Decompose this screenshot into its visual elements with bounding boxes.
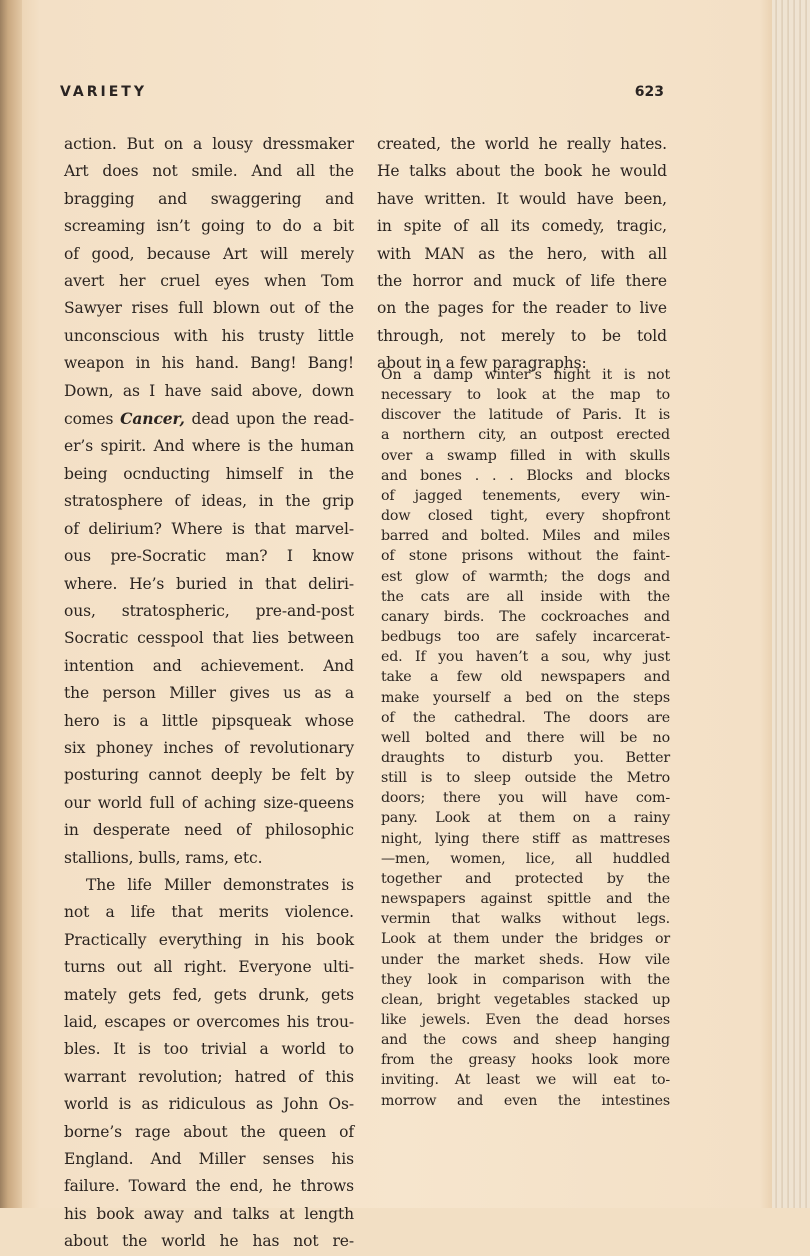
text-line: dow closed tight, every shopfront xyxy=(381,508,670,525)
text-line: barred and bolted. Miles and miles xyxy=(381,528,670,545)
text-line: ous pre-Socratic man? I know xyxy=(64,547,354,566)
text-line: —men, women, lice, all huddled xyxy=(381,850,670,867)
text-line: est glow of warmth; the dogs and xyxy=(381,568,670,585)
text-line: his book away and talks at length xyxy=(64,1204,354,1223)
text-line: mately gets fed, gets drunk, gets xyxy=(64,985,354,1004)
text-line: avert her cruel eyes when Tom xyxy=(64,272,354,291)
text-line: clean, bright vegetables stacked up xyxy=(381,991,670,1008)
block-quote xyxy=(381,365,670,1111)
text-line: draughts to disturb you. Better xyxy=(381,749,670,766)
book-title-italic: Cancer, xyxy=(120,409,185,429)
text-line: well bolted and there will be no xyxy=(381,729,670,746)
text-line: On a damp winter’s night it is not xyxy=(381,367,670,383)
text-line: the horror and muck of life there xyxy=(377,272,667,291)
text-line: of stone prisons without the faint- xyxy=(381,548,670,565)
text-line: about the world he has not re- xyxy=(64,1232,354,1251)
text-line xyxy=(64,405,354,433)
text-line: screaming isn’t going to do a bit xyxy=(64,217,354,236)
text-line: bragging and swaggering and xyxy=(64,189,354,208)
text-line: our world full of aching size-queens xyxy=(64,793,354,812)
text-line: of the cathedral. The doors are xyxy=(381,709,670,726)
text-line: He talks about the book he would xyxy=(377,162,667,181)
page-number: 623 xyxy=(634,84,664,100)
running-head: VARIETY xyxy=(60,84,147,100)
text-line: six phoney inches of revolutionary xyxy=(64,738,354,757)
text-line: they look in comparison with the xyxy=(381,971,670,988)
text-line: England. And Miller senses his xyxy=(64,1150,354,1169)
text-line: take a few old newspapers and xyxy=(381,669,670,686)
text-line: ed. If you haven’t a sou, why just xyxy=(381,649,670,666)
text-line: inviting. At least we will eat to- xyxy=(381,1072,670,1089)
text-line: ous, stratospheric, pre-and-post xyxy=(64,601,354,620)
text-line: the cats are all inside with the xyxy=(381,588,670,605)
text-line: Socratic cesspool that lies between xyxy=(64,629,354,648)
text-line: through, not merely to be told xyxy=(377,326,667,345)
text-line: stallions, bulls, rams, etc. xyxy=(64,848,263,867)
text-line: bles. It is too trivial a world to xyxy=(64,1040,354,1059)
text-line: hero is a little pipsqueak whose xyxy=(64,711,354,730)
text-line: posturing cannot deeply be felt by xyxy=(64,766,354,785)
text-line: morrow and even the intestines xyxy=(381,1092,670,1109)
text-line: doors; there you will have com- xyxy=(381,790,670,807)
text-line: turns out all right. Everyone ulti- xyxy=(64,958,354,977)
page-edges xyxy=(772,0,810,1208)
text-line: under the market sheds. How vile xyxy=(381,951,670,968)
page-header xyxy=(60,84,664,108)
text-line: a northern city, an outpost erected xyxy=(381,427,670,444)
text-line: laid, escapes or overcomes his trou- xyxy=(64,1013,354,1031)
text-line: in spite of all its comedy, tragic, xyxy=(377,217,667,236)
text-line: Sawyer rises full blown out of the xyxy=(64,299,354,318)
line-segment: comes xyxy=(64,410,121,429)
text-line: warrant revolution; hatred of this xyxy=(64,1067,354,1086)
text-line: of delirium? Where is that marvel- xyxy=(64,519,354,538)
text-line: action. But on a lousy dressmaker xyxy=(64,135,354,153)
text-line: borne’s rage about the queen of xyxy=(64,1122,354,1141)
text-line: over a swamp filled in with skulls xyxy=(381,447,670,464)
text-line: where. He’s buried in that deliri- xyxy=(64,574,354,593)
text-line: and bones . . . Blocks and blocks xyxy=(381,467,670,484)
text-line: make yourself a bed on the steps xyxy=(381,689,670,706)
text-line: er’s spirit. And where is the human xyxy=(64,437,354,456)
text-line: created, the world he really hates. xyxy=(377,135,667,153)
text-line: in desperate need of philosophic xyxy=(64,821,354,840)
text-line: of good, because Art will merely xyxy=(64,244,354,263)
line-segment: dead upon the read- xyxy=(184,410,354,429)
text-line: not a life that merits violence. xyxy=(64,903,354,922)
text-line: discover the latitude of Paris. It is xyxy=(381,407,670,424)
paragraph xyxy=(64,131,354,872)
text-line: the person Miller gives us as a xyxy=(64,684,354,703)
text-line: from the greasy hooks look more xyxy=(381,1052,670,1069)
text-line: unconscious with his trusty little xyxy=(64,326,354,345)
text-line: vermin that walks without legs. xyxy=(381,911,670,928)
text-line: of jagged tenements, every win- xyxy=(381,487,670,504)
text-line: pany. Look at them on a rainy xyxy=(381,810,670,827)
book-binding-shadow xyxy=(0,0,22,1208)
text-line: failure. Toward the end, he throws xyxy=(64,1177,354,1196)
text-line: with MAN as the hero, with all xyxy=(377,244,667,263)
left-column xyxy=(64,131,354,1256)
text-line: intention and achievement. And xyxy=(64,656,354,675)
text-line: like jewels. Even the dead horses xyxy=(381,1012,670,1028)
text-line: The life Miller demonstrates is xyxy=(86,875,354,894)
text-line: canary birds. The cockroaches and xyxy=(381,608,670,625)
text-line: have written. It would have been, xyxy=(377,189,667,208)
text-line: world is as ridiculous as John Os- xyxy=(64,1095,354,1114)
text-line: newspapers against spittle and the xyxy=(381,891,670,908)
text-line: night, lying there stiff as mattreses xyxy=(381,830,670,847)
text-line: Art does not smile. And all the xyxy=(64,162,354,181)
text-line: weapon in his hand. Bang! Bang! xyxy=(64,354,354,373)
text-line: bedbugs too are safely incarcerat- xyxy=(381,629,670,646)
text-line: stratosphere of ideas, in the grip xyxy=(64,492,354,511)
text-line: on the pages for the reader to live xyxy=(377,299,667,318)
text-line: Down, as I have said above, down xyxy=(64,381,354,400)
text-line: being ocnducting himself in the xyxy=(64,464,354,483)
text-line: about in a few paragraphs: xyxy=(377,354,587,373)
right-column-text xyxy=(377,131,667,378)
text-line: and the cows and sheep hanging xyxy=(381,1032,670,1049)
paragraph xyxy=(64,872,354,1256)
text-line: necessary to look at the map to xyxy=(381,387,670,404)
text-line: Look at them under the bridges or xyxy=(381,931,670,948)
text-line: still is to sleep outside the Metro xyxy=(381,770,670,787)
text-line: together and protected by the xyxy=(381,870,670,887)
text-line: Practically everything in his book xyxy=(64,930,354,949)
